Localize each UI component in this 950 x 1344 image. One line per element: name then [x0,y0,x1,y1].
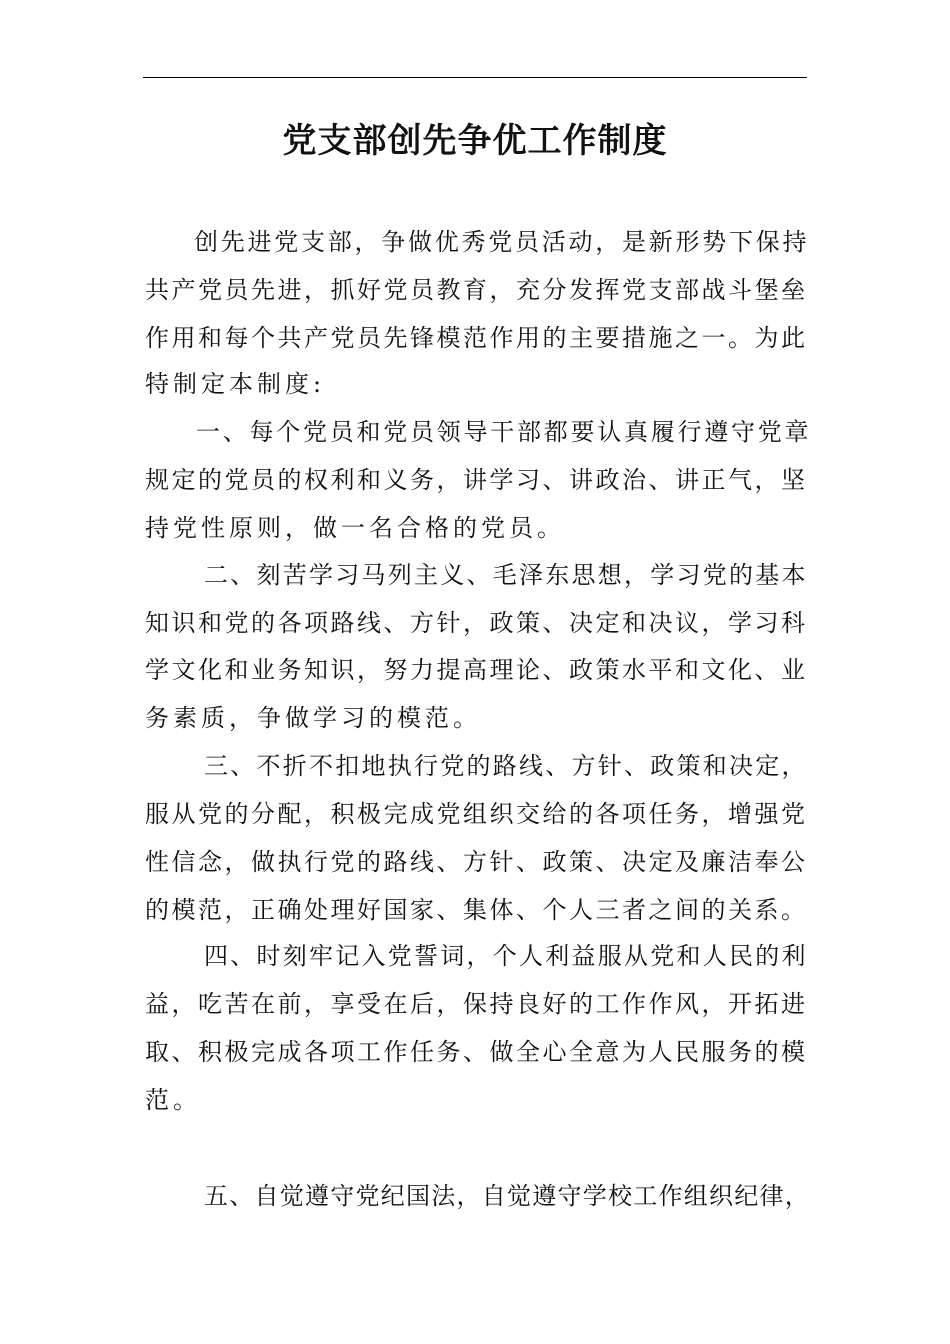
document-title: 党支部创先争优工作制度 [282,121,668,161]
body-line: 共产党员先进，抓好党员教育，充分发挥党支部战斗堡垒 [145,276,808,304]
body-line: 益，吃苦在前，享受在后，保持良好的工作作风，开拓进 [145,990,808,1018]
body-line: 持党性原则，做一名合格的党员。 [145,514,565,542]
body-line: 五、自觉遵守党纪国法，自觉遵守学校工作组织纪律， [204,1182,810,1210]
body-line: 一、每个党员和党员领导干部都要认真履行遵守党章 [196,418,812,446]
body-line: 务素质，争做学习的模范。 [145,704,481,732]
body-line: 取、积极完成各项工作任务、做全心全意为人民服务的模 [145,1038,808,1066]
body-line: 学文化和业务知识，努力提高理论、政策水平和文化、业 [145,656,808,684]
body-line: 作用和每个共产党员先锋模范作用的主要措施之一。为此 [145,324,808,352]
body-line: 四、时刻牢记入党誓词，个人利益服从党和人民的利 [204,942,808,970]
body-line: 规定的党员的权利和义务，讲学习、讲政治、讲正气，坚 [145,466,808,494]
body-line: 特制定本制度: [145,370,326,398]
body-line: 创先进党支部，争做优秀党员活动，是新形势下保持 [194,228,810,256]
body-line: 三、不折不扣地执行党的路线、方针、政策和决定， [204,752,808,780]
body-line: 性信念，做执行党的路线、方针、政策、决定及廉洁奉公 [145,848,808,876]
header-rule [143,77,807,78]
body-line: 服从党的分配，积极完成党组织交给的各项任务，增强党 [145,800,808,828]
body-line: 知识和党的各项路线、方针，政策、决定和决议，学习科 [145,609,808,637]
body-line: 二、刻苦学习马列主义、毛泽东思想，学习党的基本 [204,561,808,589]
body-line: 的模范，正确处理好国家、集体、个人三者之间的关系。 [145,896,808,924]
body-line: 范。 [145,1086,201,1114]
